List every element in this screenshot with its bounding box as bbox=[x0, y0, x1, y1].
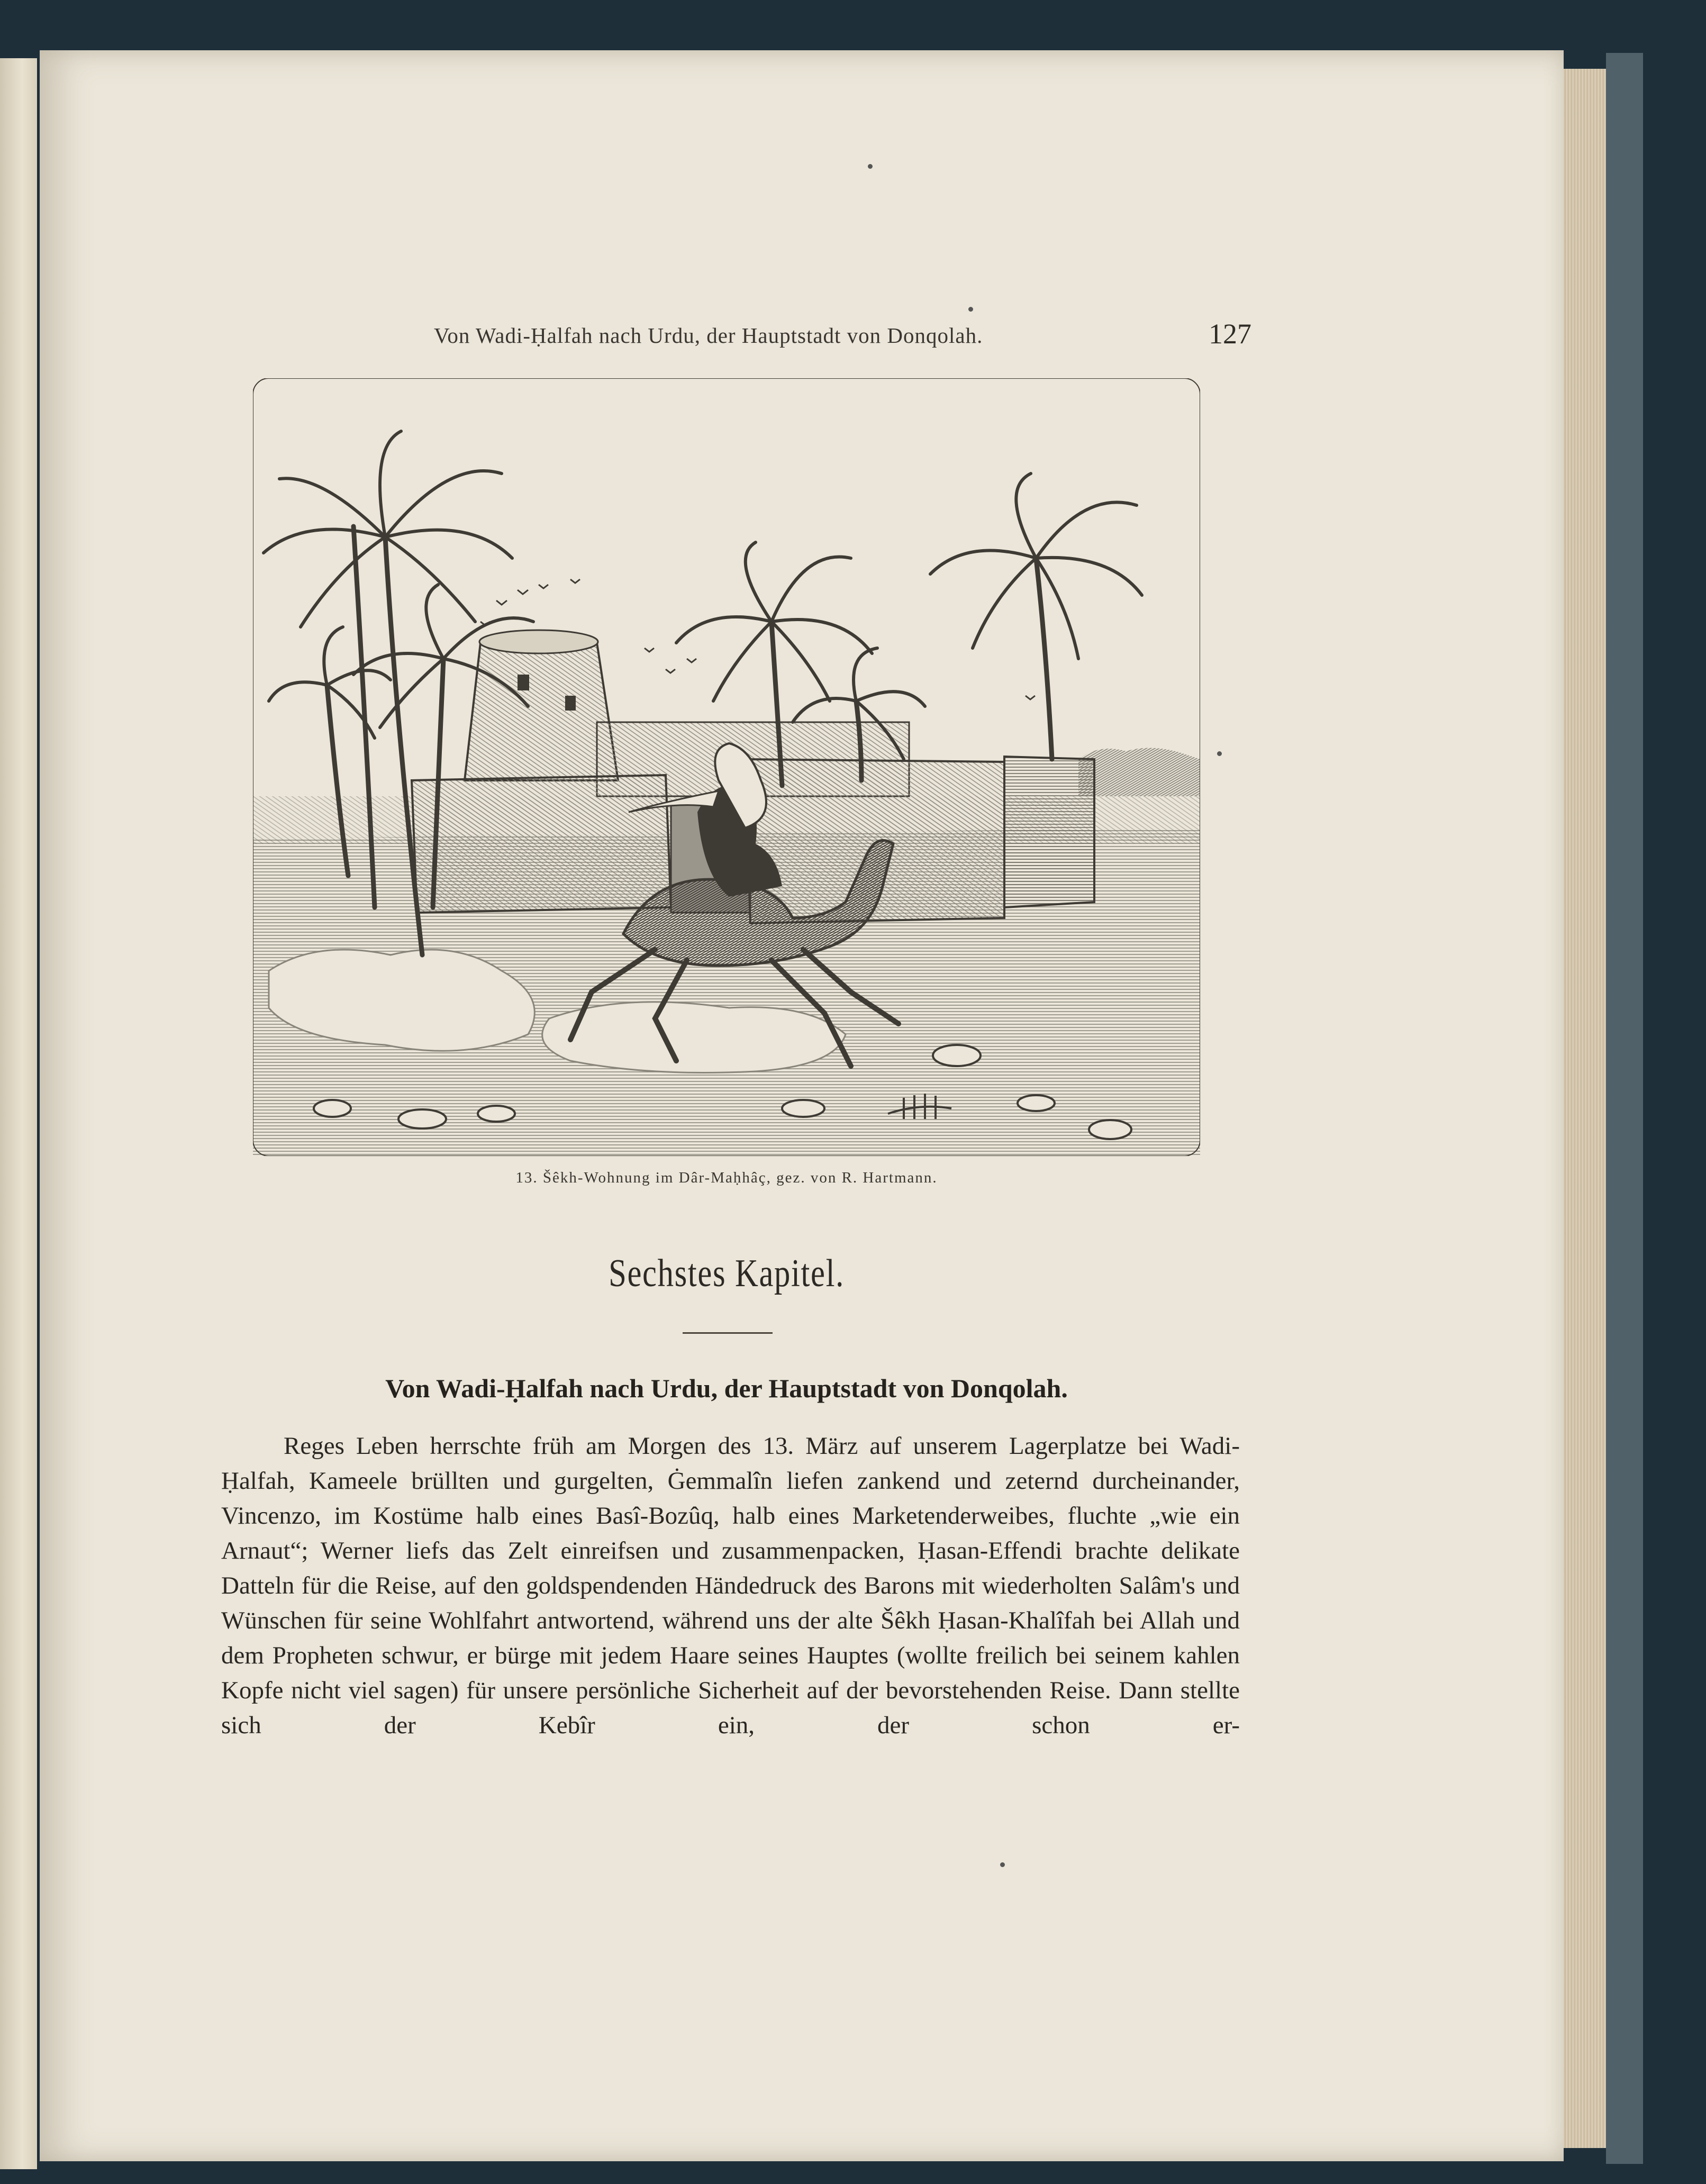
section-title: Von Wadi-Ḥalfah nach Urdu, der Hauptstadt von Donqolah. bbox=[385, 1373, 1068, 1403]
page-number: 127 bbox=[1209, 318, 1251, 350]
page-block-edges bbox=[1564, 69, 1606, 2148]
engraving-svg bbox=[253, 378, 1200, 1156]
engraving-illustration bbox=[253, 378, 1200, 1156]
chapter-title: Sechstes Kapitel. bbox=[609, 1252, 845, 1295]
figure-caption: 13. Šêkh-Wohnung im Dâr-Maḥhâç, gez. von R. Hartmann. bbox=[515, 1169, 938, 1186]
running-head: Von Wadi-Ḥalfah nach Urdu, der Hauptstadt von Donqolah. bbox=[434, 323, 983, 348]
book-cover-edge bbox=[1606, 53, 1643, 2164]
body-text bbox=[221, 1428, 1240, 1743]
paragraph: Reges Leben herrschte früh am Morgen des 13. März auf unserem Lagerplatze bei Wadi-Ḥalfah, Kameele brüllten und gurgelten, Ġemmalîn liefen zankend und zeternd durcheinander, Vincenzo, im Kostüme halb eines Basî-Bozûq, halb eines Marketenderweibes, fluchte „wie ein Arnaut“; Werner liefs das Zelt einreifsen und zusammenpacken, Ḥasan-Effendi brachte delikate Datteln für die Reise, auf den goldspendenden Händedruck des Barons mit wiederholten Salâm's und Wünschen für seine Wohlfahrt antwortend, während uns der alte Šêkh Ḥasan-Khalîfah bei Allah und dem Propheten schwur, er bürge mit jedem Haare seines Hauptes (wollte freilich bei seinem kahlen Kopfe nicht viel sagen) für unsere persönliche Sicherheit auf der bevorstehenden Reise. Dann stellte sich der Kebîr ein, der schon er- bbox=[221, 1432, 1240, 1739]
facing-page-edge bbox=[0, 58, 37, 2169]
chapter-divider-rule bbox=[683, 1332, 773, 1334]
